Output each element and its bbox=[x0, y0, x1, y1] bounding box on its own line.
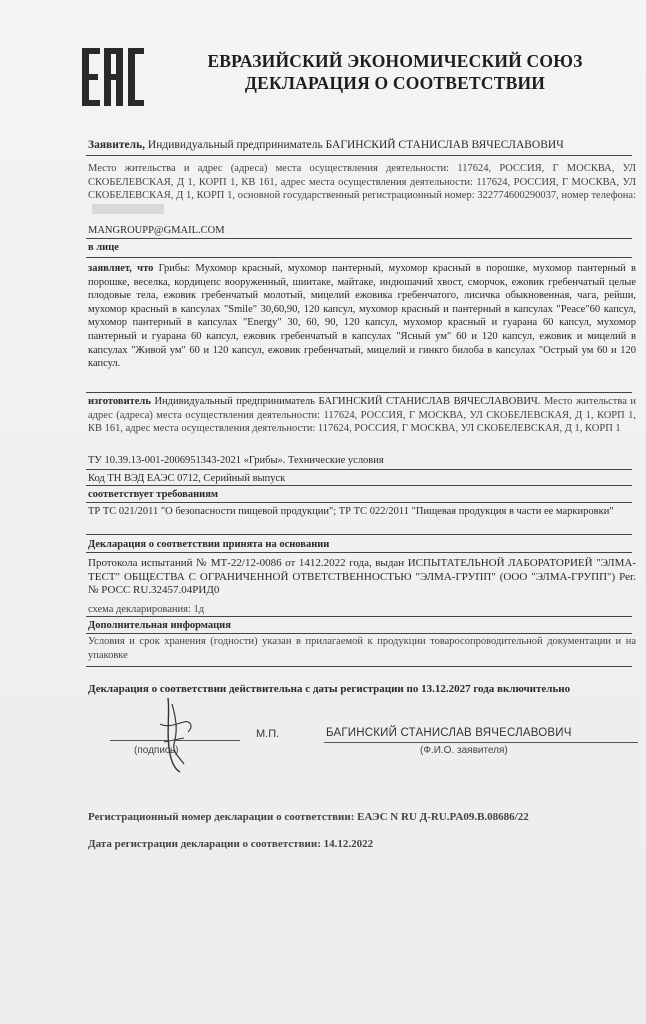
manufacturer-address: Место жительства и адрес (адреса) места осуществления деятельности: 117624, РОССИЯ, Г МОСКВА, УЛ СКОБЕЛЕВСКАЯ, Д 1, КОРП 1, КВ 161, адрес места осуществления деятельности: 117624, РОССИЯ, Г МОСКВА, УЛ СКОБЕЛЕВСКАЯ, Д 1, КОРП 1 bbox=[88, 396, 637, 435]
divider bbox=[86, 392, 632, 393]
applicant-address bbox=[88, 162, 636, 216]
code-line: Код ТН ВЭД ЕАЭС 0712, Серийный выпуск bbox=[88, 473, 286, 484]
applicant-address-text: Место жительства и адрес (адреса) места осуществления деятельности: 117624, РОССИЯ, Г МОСКВА, УЛ СКОБЕЛЕВСКАЯ, Д 1, КОРП 1, КВ 161, адрес места осуществления деятельности: 117624, РОССИЯ, Г МОСКВА, УЛ СКОБЕЛЕВСКАЯ, Д 1, КОРП 1, основной государственный регистрационный номер: 322774600290037, номер телефона: bbox=[88, 163, 636, 202]
manufacturer-block bbox=[88, 395, 636, 436]
divider bbox=[86, 666, 632, 667]
declares-block bbox=[88, 262, 636, 371]
redacted-phone bbox=[92, 204, 164, 214]
basis-label: Декларация о соответствии принята на основании bbox=[88, 539, 330, 550]
document-header bbox=[190, 50, 600, 94]
tu-line: ТУ 10.39.13-001-2006951343-2021 «Грибы». Технические условия bbox=[88, 455, 384, 466]
union-name: ЕВРАЗИЙСКИЙ ЭКОНОМИЧЕСКИЙ СОЮЗ bbox=[207, 51, 583, 71]
signer-name: БАГИНСКИЙ СТАНИСЛАВ ВЯЧЕСЛАВОВИЧ bbox=[326, 727, 572, 739]
signature-caption: (подпись) bbox=[134, 745, 179, 756]
applicant-line bbox=[88, 139, 636, 153]
stamp-place-label: М.П. bbox=[256, 728, 280, 740]
divider bbox=[86, 155, 632, 156]
divider bbox=[86, 633, 632, 634]
handwritten-signature bbox=[150, 694, 200, 774]
divider bbox=[86, 238, 632, 239]
product-list: Грибы: Мухомор красный, мухомор пантерный, мухомор красный в порошке, мухомор пантерный в порошке, веселка, кордицепс вооруженный, шиитаке, майтаке, индюшачий хвост, сморчок, ежовик гребенчатый целые плодовые тела, ежовик гребенчатый молотый, мицелий ежовика гребенчатого, лисичка обыкновенная, чага, рейши, мухомор красный в капсулах "Smile" 30,60,90, 120 капсул, мухомор красный и пантерный в капсулах "Peace"60 капсул, мухомор пантерный в капсулах "Energy" 30, 60, 90, 120 капсул, мухомор красный и гуарана 60 капсул, мухомор пантерный и гуарана 60 капсул, ежовик гребенчатый в капсулах "Ясный ум" 60 и 120 капсул, ежовик и мицелий в капсулах "Живой ум" 60 и 120 капсул, ежовик гребенчатый, мицелий и гинкго билоба в капсулах "Острый ум 60 и 120 капсул. bbox=[88, 263, 636, 370]
divider bbox=[86, 552, 632, 553]
divider bbox=[86, 616, 632, 617]
validity-text: Декларация о соответствии действительна с даты регистрации по 13.12.2027 года включительно bbox=[88, 683, 571, 695]
additional-text: Условия и срок хранения (годности) указан в прилагаемой к продукции товаросопроводительной документации и на упаковке bbox=[88, 636, 636, 661]
applicant-label: Заявитель, bbox=[88, 139, 146, 151]
applicant-value: Индивидуальный предприниматель БАГИНСКИЙ СТАНИСЛАВ ВЯЧЕСЛАВОВИЧ bbox=[147, 139, 564, 151]
registration-date: Дата регистрации декларации о соответствии: 14.12.2022 bbox=[88, 838, 374, 850]
manufacturer-value: Индивидуальный предприниматель БАГИНСКИЙ СТАНИСЛАВ ВЯЧЕСЛАВОВИЧ. bbox=[154, 396, 541, 407]
registration-number: Регистрационный номер декларации о соответствии: ЕАЭС N RU Д-RU.PA09.B.08686/22 bbox=[88, 811, 529, 823]
in-person-label: в лице bbox=[88, 242, 119, 253]
eac-logo bbox=[80, 46, 146, 108]
divider bbox=[86, 485, 632, 486]
divider bbox=[86, 257, 632, 258]
declares-label: заявляет, что bbox=[88, 263, 154, 274]
additional-label: Дополнительная информация bbox=[88, 620, 231, 631]
signature-line bbox=[110, 740, 240, 741]
name-caption: (Ф.И.О. заявителя) bbox=[420, 745, 508, 756]
applicant-email: MANGROUPP@GMAIL.COM bbox=[88, 225, 225, 236]
requirements-label: соответствует требованиям bbox=[88, 489, 219, 500]
manufacturer-label: изготовитель bbox=[88, 396, 151, 407]
name-line bbox=[324, 742, 638, 743]
divider bbox=[86, 534, 632, 535]
basis-text: Протокола испытаний № МТ-22/12-0086 от 1412.2022 года, выдан ИСПЫТАТЕЛЬНОЙ ЛАБОРАТОРИЕЙ "ЭЛМА-ТЕСТ" ОБЩЕСТВА С ОГРАНИЧЕННОЙ ОТВЕТСТВЕННОСТЬЮ "ЭЛМА-ГРУПП" (ООО "ЭЛМА-ГРУПП") Рег. № РОСС RU.32457.04РИД0 bbox=[88, 557, 636, 597]
divider bbox=[86, 469, 632, 470]
requirements-text: ТР ТС 021/2011 "О безопасности пищевой продукции"; ТР ТС 022/2011 "Пищевая продукция в части ее маркировки" bbox=[88, 506, 614, 517]
document-title: ДЕКЛАРАЦИЯ О СООТВЕТСТВИИ bbox=[244, 73, 546, 93]
scheme-line: схема декларирования: 1д bbox=[88, 604, 205, 615]
divider bbox=[86, 502, 632, 503]
